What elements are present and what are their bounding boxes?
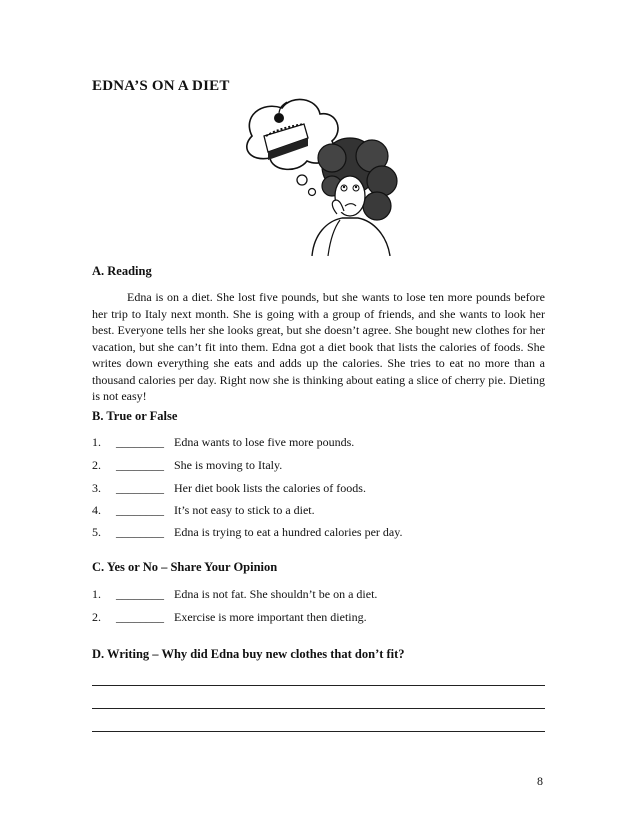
item-statement: She is moving to Italy. <box>174 458 283 472</box>
item-number: 4. <box>92 503 101 517</box>
edna-thinking-illustration <box>232 96 402 256</box>
writing-line <box>92 708 545 709</box>
item-number: 2. <box>92 610 101 624</box>
answer-blank: ________ <box>116 503 164 517</box>
item-number: 2. <box>92 458 101 472</box>
answer-blank: ________ <box>116 481 164 495</box>
page-title: EDNA’S ON A DIET <box>92 78 230 94</box>
section-b-heading: B. True or False <box>92 409 178 423</box>
item-number: 3. <box>92 481 101 495</box>
item-number: 5. <box>92 525 101 539</box>
section-d-heading: D. Writing – Why did Edna buy new clothes that don’t fit? <box>92 647 405 661</box>
reading-passage <box>92 289 545 405</box>
item-number: 1. <box>92 587 101 601</box>
item-statement: It’s not easy to stick to a diet. <box>174 503 315 517</box>
reading-paragraph: Edna is on a diet. She lost five pounds, but she wants to lose ten more pounds before her trip to Italy next month. She is going with a group of friends, and she wants to look her best. Everyone tells her she looks great, but she doesn’t agree. She bought new clothes for her vacation, but she can’t fit into them. Edna got a diet book that lists the calories of foods. She writes down everything she eats and adds up the calories. She tries to eat no more than a thousand calories per day. Right now she is thinking about eating a slice of cherry pie. Dieting is not easy! <box>92 290 545 403</box>
writing-line <box>92 685 545 686</box>
writing-line <box>92 731 545 732</box>
answer-blank: ________ <box>116 435 164 449</box>
item-statement: Edna wants to lose five more pounds. <box>174 435 355 449</box>
answer-blank: ________ <box>116 525 164 539</box>
section-c-heading: C. Yes or No – Share Your Opinion <box>92 560 278 574</box>
page-number: 8 <box>537 774 543 788</box>
answer-blank: ________ <box>116 610 164 624</box>
item-statement: Edna is not fat. She shouldn’t be on a diet. <box>174 587 378 601</box>
section-a-heading: A. Reading <box>92 264 152 278</box>
item-number: 1. <box>92 435 101 449</box>
item-statement: Her diet book lists the calories of foods. <box>174 481 366 495</box>
answer-blank: ________ <box>116 587 164 601</box>
item-statement: Exercise is more important then dieting. <box>174 610 367 624</box>
item-statement: Edna is trying to eat a hundred calories per day. <box>174 525 403 539</box>
answer-blank: ________ <box>116 458 164 472</box>
